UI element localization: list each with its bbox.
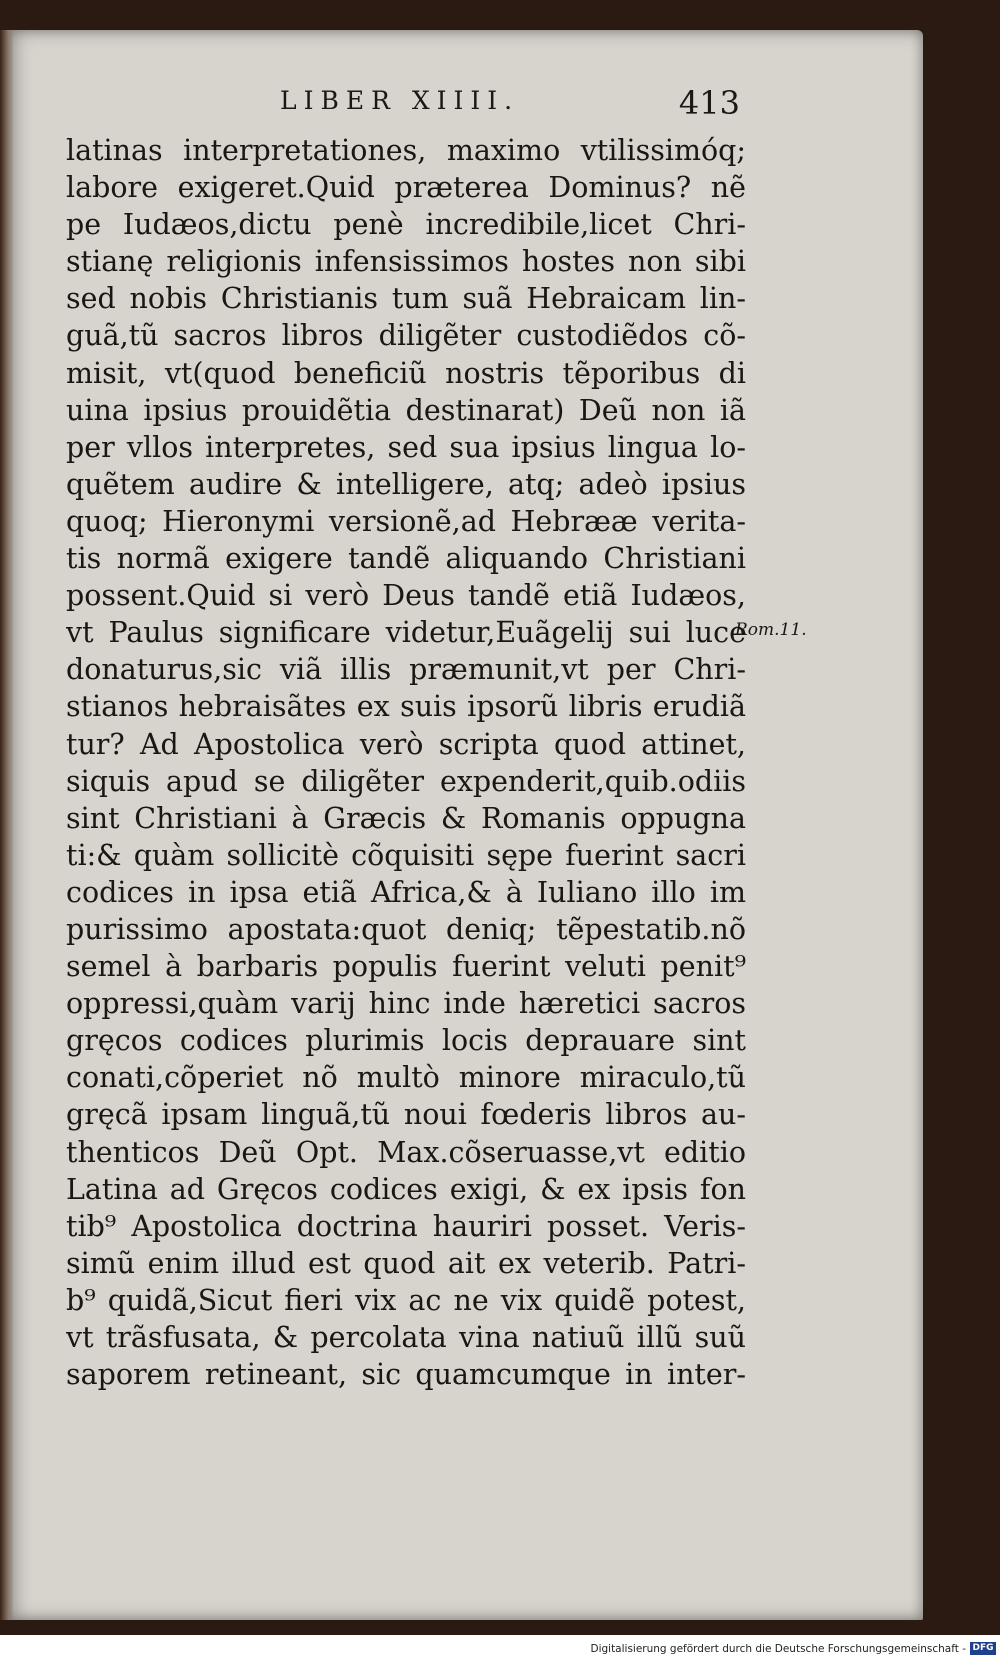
text-line: tib⁹ Apostolica doctrina hauriri posset. Veris- [66, 1209, 746, 1243]
text-line: sint Christiani à Græcis & Romanis oppugna [66, 801, 746, 835]
text-line: siquis apud se diligẽter expenderit,quib.odiis [66, 764, 746, 798]
text-line: simũ enim illud est quod ait ex veterib. Patri- [66, 1246, 746, 1280]
text-line: per vllos interpretes, sed sua ipsius lingua lo- [66, 430, 746, 464]
text-line: purissimo apostata:quot deniq; tẽpestatib.nõ [66, 912, 746, 946]
text-line: latinas interpretationes, maximo vtilissimóq; [66, 134, 746, 167]
text-line: labore exigeret.Quid præterea Dominus? nẽ [66, 171, 746, 205]
text-line: pe Iudæos,dictu penè incredibile,licet Chri- [66, 208, 746, 242]
text-line: gręcã ipsam linguã,tũ noui fœderis libros au- [66, 1098, 746, 1132]
text-line: sed nobis Christianis tum suã Hebraicam lin- [66, 282, 746, 316]
digitization-footer [0, 1635, 1000, 1663]
marginal-note: Rom.11. [735, 620, 807, 640]
text-line: oppressi,quàm varij hinc inde hæretici sacros [66, 987, 746, 1021]
body-text [66, 132, 746, 1393]
running-title: LIBER XIIII. [280, 86, 520, 115]
text-line: donaturus,sic viã illis præmunit,vt per Chri- [66, 653, 746, 687]
page-header [280, 86, 740, 126]
page-number: 413 [678, 84, 740, 122]
text-line: b⁹ quidã,Sicut fieri vix ac ne vix quidẽ potest, [66, 1283, 746, 1317]
dfg-logo-icon: DFG [970, 1642, 996, 1655]
text-line: tur? Ad Apostolica verò scripta quod attinet, [66, 727, 746, 761]
text-line: misit, vt(quod beneficiũ nostris tẽporibus di [66, 356, 746, 390]
text-line: stianę religionis infensissimos hostes non sibi [66, 245, 746, 279]
text-line: ti:& quàm sollicitè cõquisiti sępe fuerint sacri [66, 838, 746, 872]
text-line: gręcos codices plurimis locis deprauare sint [66, 1024, 746, 1058]
text-line: saporem retineant, sic quamcumque in inter- [66, 1358, 746, 1392]
page-gutter-shadow [0, 30, 14, 1620]
text-line: quoq; Hieronymi versionẽ,ad Hebrææ verita- [66, 504, 746, 538]
funding-credit: Digitalisierung gefördert durch die Deutsche Forschungsgemeinschaft - [590, 1643, 966, 1655]
text-line: Latina ad Gręcos codices exigi, & ex ipsis fon [66, 1172, 746, 1206]
text-line: possent.Quid si verò Deus tandẽ etiã Iudæos, [66, 579, 746, 613]
text-line: tis normã exigere tandẽ aliquando Christiani [66, 542, 746, 576]
text-line: vt trãsfusata, & percolata vina natiuũ illũ suũ [66, 1321, 746, 1354]
text-line: vt Paulus significare videtur,Euãgelij sui luce [66, 616, 746, 650]
text-line: codices in ipsa etiã Africa,& à Iuliano illo im [66, 875, 746, 909]
text-line: stianos hebraisãtes ex suis ipsorũ libris erudiã [66, 690, 746, 724]
text-line: conati,cõperiet nõ multò minore miraculo,tũ [66, 1061, 746, 1095]
text-line: semel à barbaris populis fuerint veluti penit⁹ [66, 950, 746, 984]
text-line: quẽtem audire & intelligere, atq; adeò ipsius [66, 467, 746, 501]
text-line: uina ipsius prouidẽtia destinarat) Deũ non iã [66, 393, 746, 427]
text-line: thenticos Deũ Opt. Max.cõseruasse,vt editio [66, 1135, 746, 1169]
text-line: guã,tũ sacros libros diligẽter custodiẽdos cõ- [66, 319, 746, 353]
